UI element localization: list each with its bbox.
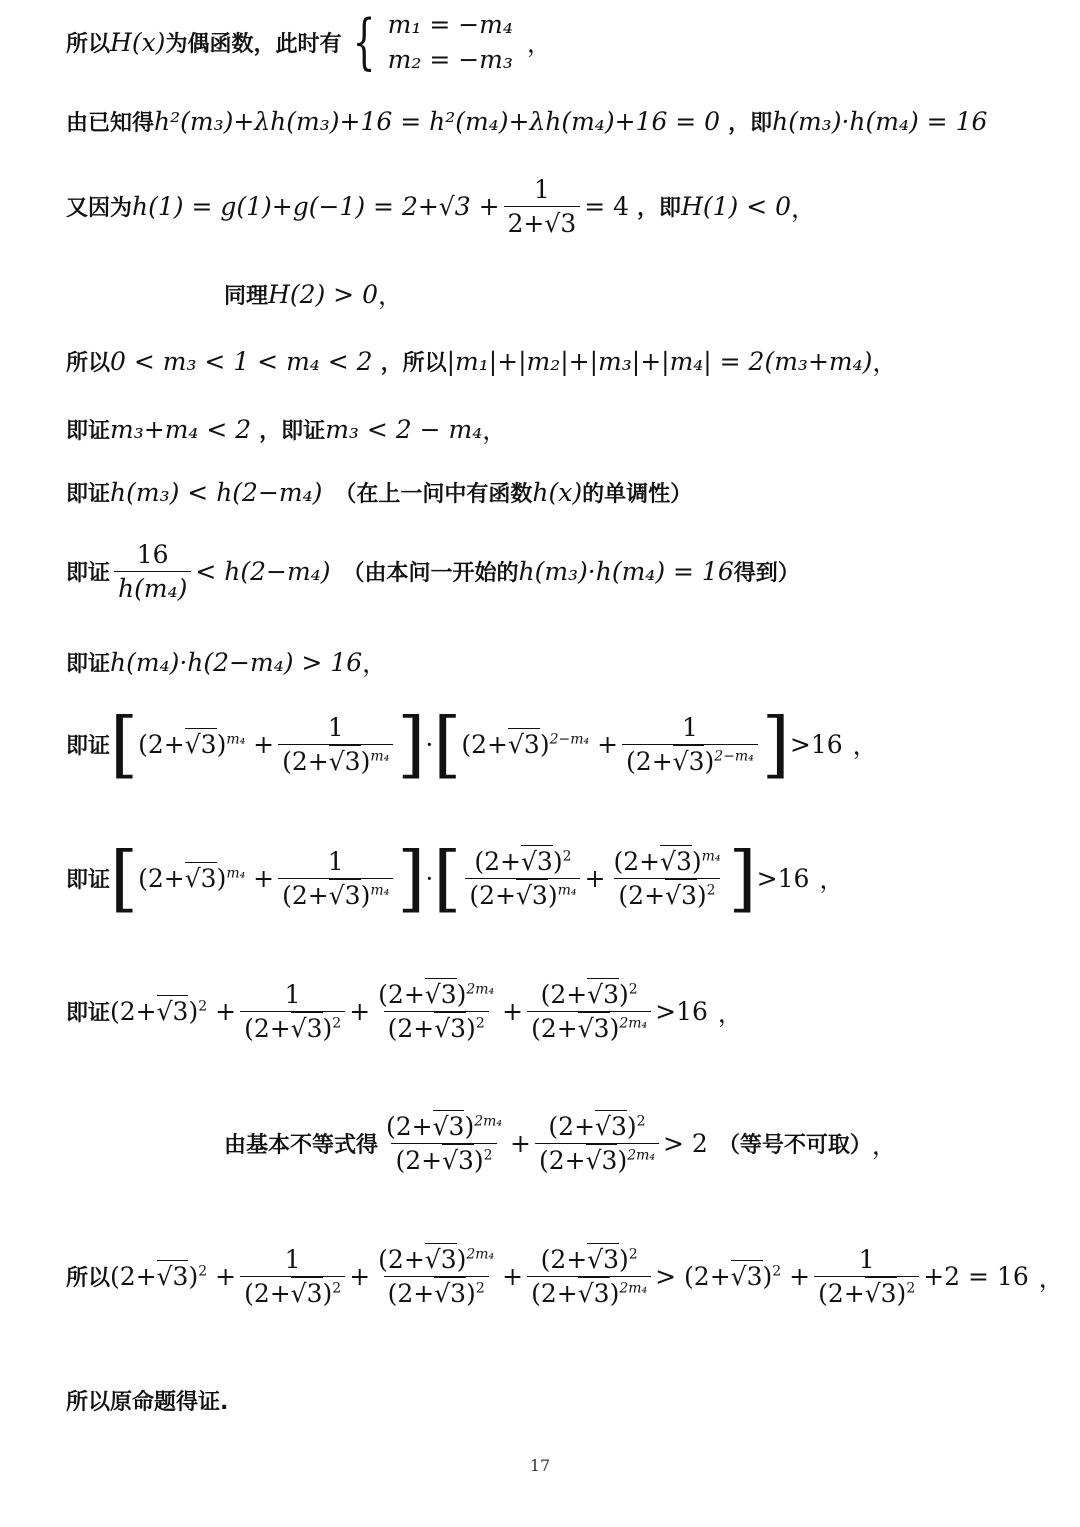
left-brace: { — [353, 7, 377, 77]
fraction — [114, 540, 191, 603]
line-7 — [66, 477, 692, 508]
text: 所以 — [66, 350, 111, 376]
line-4 — [224, 276, 403, 312]
text: 即证 — [66, 418, 111, 444]
fraction: $\frac{1}{(2+√3)^{m_4}}$ — [278, 713, 393, 776]
text: 得到） — [733, 561, 800, 586]
math: m₁ = −m₄ — [387, 10, 513, 39]
left-bracket: [ — [110, 702, 139, 786]
math: h²(m₃)+λh(m₃)+16 = h²(m₄)+λh(m₄)+16 = 0 — [154, 107, 721, 136]
math: = 4 — [584, 192, 630, 221]
math: h(m₄)·h(2−m₄) > 16 — [110, 647, 363, 677]
denominator: h(m₄) — [114, 571, 191, 603]
math: m₂ = −m₃ — [387, 45, 513, 74]
math: m₃+m₄ < 2 — [110, 414, 252, 444]
line-2 — [66, 106, 987, 137]
punctuation: ， — [362, 649, 388, 678]
right-bracket: ] — [397, 702, 426, 786]
text: 所以 — [66, 1266, 111, 1291]
math: H(2) > 0 — [268, 279, 378, 309]
punctuation: ， — [1038, 1263, 1064, 1293]
punctuation: ， — [717, 998, 743, 1028]
line-13: 由基本不等式得 $\frac{(2+√3)^{2m_4}}{(2+√3)^2}$ + $\frac{(2+√3)^2}{(2+√3)^{2m_4}}$ > 2 （等号不可取） ， — [224, 1112, 897, 1175]
math: h(m₃)·h(m₄) = 16 — [518, 557, 734, 586]
math: < h(2−m₄) — [195, 557, 331, 586]
text: 所以 — [66, 31, 111, 57]
punctuation: ， — [872, 348, 898, 377]
equation-system — [388, 10, 513, 74]
page-number: 17 — [529, 1456, 551, 1475]
punctuation: ， — [791, 193, 817, 223]
line-8 — [66, 540, 800, 603]
text: 由已知得 — [66, 111, 155, 136]
text: 同理 — [224, 283, 269, 309]
text: 即证 — [66, 482, 111, 507]
math: h(x) — [532, 478, 583, 507]
line-12: 即证 $(2+√3)^2$ + $\frac{1}{(2+√3)^2}$ + $\frac{(2+√3)^{2m_4}}{(2+√3)^2}$ + $\frac{(2+√3)^2}{(2+√3)^{2m_4}}$ >16 ， — [66, 980, 743, 1043]
math: h(1) = g(1)+g(−1) = 2+√3 + — [132, 192, 500, 221]
math: H(1) < 0 — [681, 192, 792, 221]
punctuation: ， — [377, 281, 403, 310]
punctuation: ， — [871, 1130, 897, 1160]
text: 即证 — [66, 867, 111, 893]
numerator: 1 — [533, 175, 550, 204]
line-11: 即证 [ $(2+√3)^{m_4}$ + $\frac{1}{(2+√3)^{m_4}}$ ] · [ $\frac{(2+√3)^2}{(2+√3)^{m_4}}$ + $\frac{(2+√3)^{m_4}}{(2+√3)^2}$ ] >16 ， — [66, 836, 845, 920]
text: 即证 — [66, 561, 111, 586]
text: ，即 — [728, 111, 773, 136]
math: h(m₃)·h(m₄) = 16 — [772, 107, 988, 136]
line-3 — [66, 175, 816, 238]
text: 即证 — [66, 733, 111, 759]
math: H(x) — [110, 27, 166, 57]
math: 0 < m₃ < 1 < m₄ < 2 — [110, 346, 373, 376]
line-9 — [66, 644, 387, 680]
line-5 — [66, 343, 897, 379]
line-14: 所以 $(2+√3)^2$ + $\frac{1}{(2+√3)^2}$ + $\frac{(2+√3)^{2m_4}}{(2+√3)^2}$ + $\frac{(2+√3)^2}{(2+√3)^{2m_4}}$ > $(2+√3)^2$ + $\frac{1}{(2+√3)^2}$ +2 = 16 ， — [66, 1245, 1064, 1308]
line-10: 即证 [ $(2+√3)^{m_4}$ + $\frac{1}{(2+√3)^{m_4}}$ ] · [ $(2+√3)^{2-m_4}$ + $\frac{1}{(2+√3)^{2-m_4}}$ ] >16 ， — [66, 702, 878, 786]
text: 为偶函数，此时有 — [165, 31, 342, 57]
math: m₃ < 2 − m₄ — [325, 414, 483, 444]
text: （等号不可取） — [717, 1133, 872, 1158]
line-1 — [66, 7, 552, 77]
math: |m₁|+|m₂|+|m₃|+|m₄| = 2(m₃+m₄) — [446, 346, 873, 376]
punctuation: ， — [852, 731, 878, 760]
numerator: 16 — [136, 540, 169, 569]
line-15 — [66, 1385, 228, 1416]
text: ，即证 — [259, 418, 326, 444]
denominator: 2+√3 — [504, 206, 581, 238]
punctuation: ， — [819, 865, 845, 894]
text: ，所以 — [380, 350, 447, 376]
text: 由基本不等式得 — [224, 1133, 379, 1158]
text: 又因为 — [66, 196, 133, 221]
text: （由本问一开始的 — [342, 561, 519, 586]
text: ，即 — [637, 196, 682, 221]
punctuation: ， — [526, 29, 552, 58]
line-6 — [66, 411, 507, 447]
text: 的单调性） — [582, 482, 693, 507]
text: 即证 — [66, 651, 111, 677]
text: 即证 — [66, 1001, 111, 1026]
text: 所以原命题得证. — [66, 1390, 229, 1415]
punctuation: ， — [482, 416, 508, 445]
text: （在上一问中有函数 — [334, 482, 533, 507]
fraction — [504, 175, 581, 238]
math: h(m₃) < h(2−m₄) — [110, 478, 323, 507]
